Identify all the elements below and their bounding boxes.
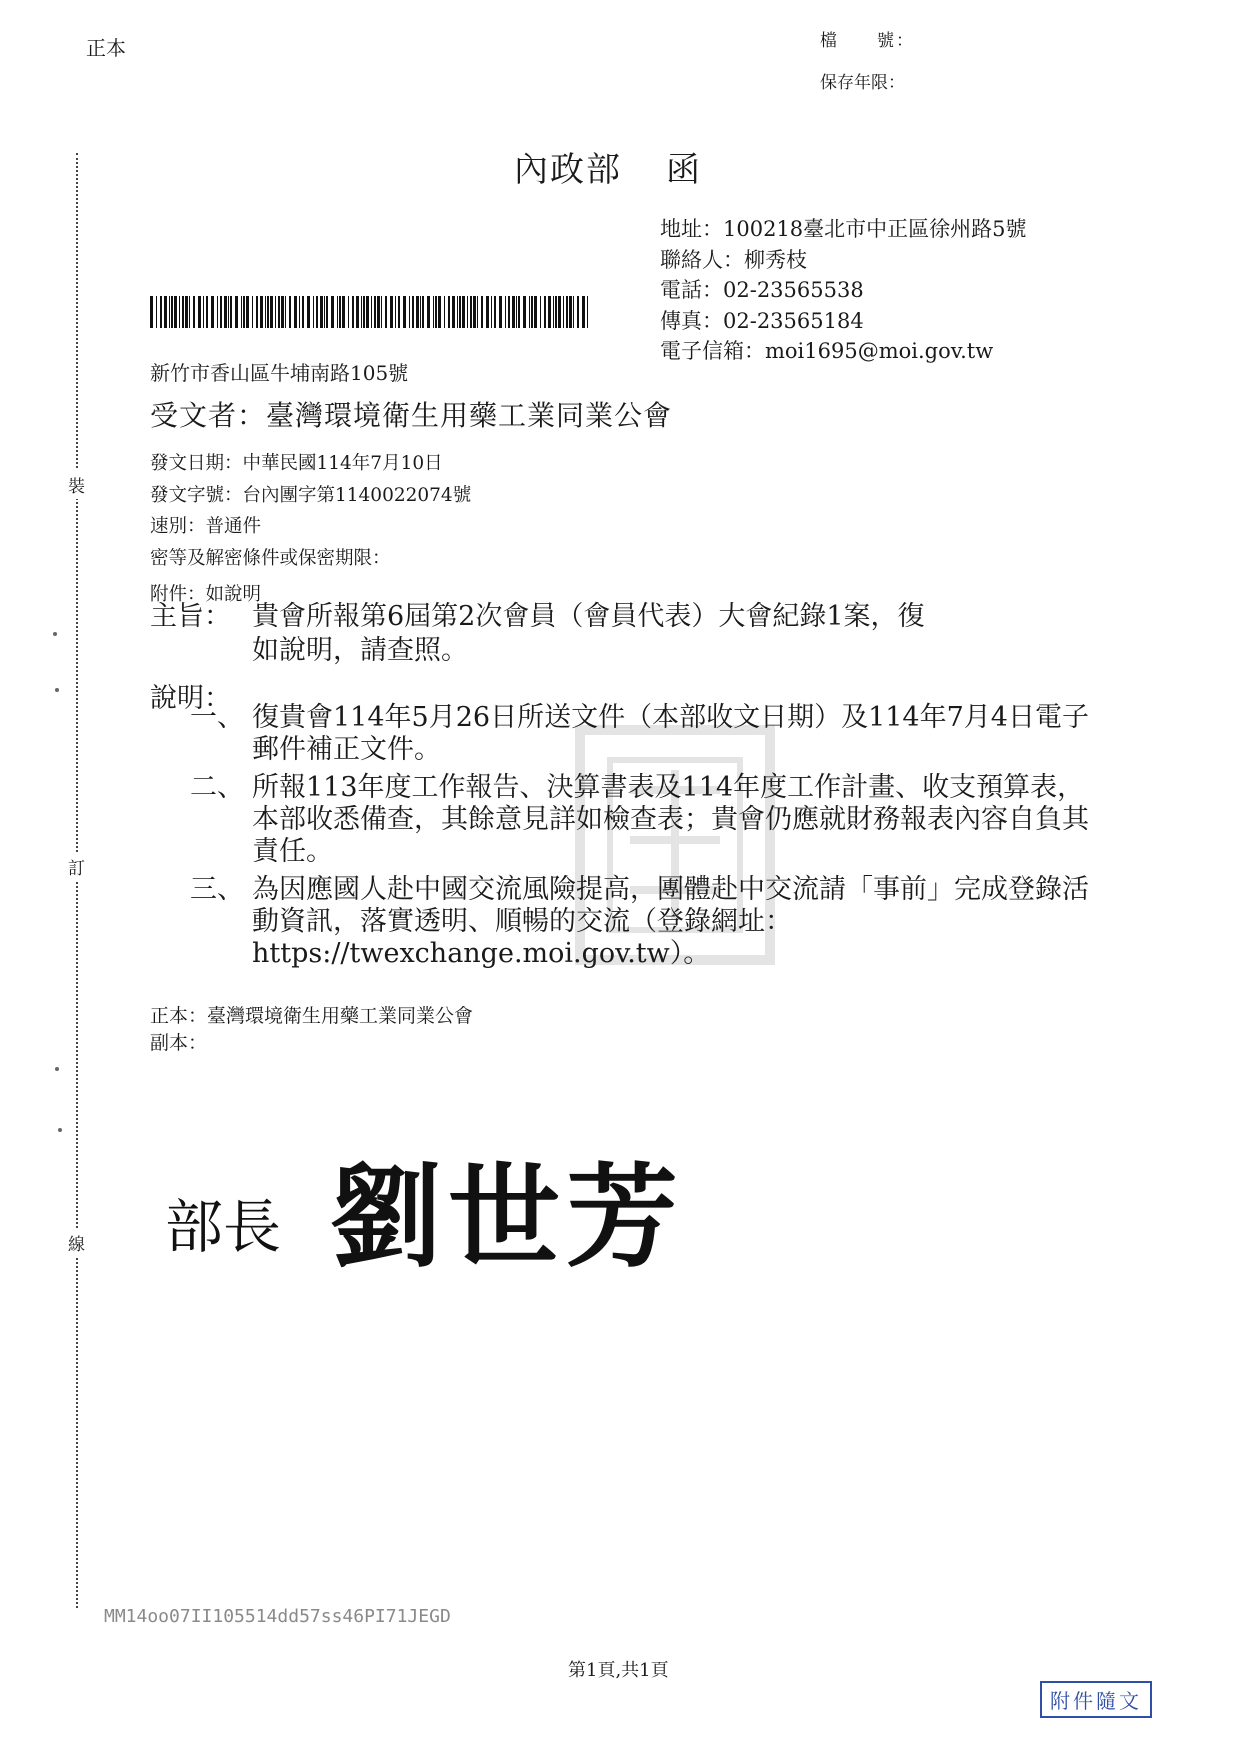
barcode-bar xyxy=(508,296,510,328)
barcode-bar xyxy=(395,296,396,328)
barcode-bar xyxy=(577,296,579,328)
barcode-bar xyxy=(171,296,173,328)
document-code: MM14oo07II105514dd57ss46PI71JEGD xyxy=(104,1606,451,1627)
barcode-bar xyxy=(448,296,450,328)
barcode-bar xyxy=(433,296,434,328)
description-item xyxy=(190,874,1090,970)
barcode xyxy=(150,296,595,328)
file-number-label: 檔 號： xyxy=(820,31,915,51)
barcode-bar xyxy=(420,296,421,328)
barcode-bar xyxy=(169,296,170,328)
barcode-bar xyxy=(467,296,468,328)
barcode-bar xyxy=(331,296,334,328)
signature-name: 劉世芳 xyxy=(330,1152,684,1283)
signature-title: 部長 xyxy=(165,1193,282,1261)
binding-mark-zhuang: 裝 xyxy=(68,470,85,499)
barcode-bar xyxy=(422,296,424,328)
barcode-bar xyxy=(160,296,162,328)
barcode-bar xyxy=(555,296,557,328)
barcode-bar xyxy=(553,296,554,328)
barcode-bar xyxy=(457,296,458,328)
barcode-bar xyxy=(281,296,284,328)
barcode-bar xyxy=(491,296,492,328)
barcode-bar xyxy=(587,296,588,328)
barcode-bar xyxy=(569,296,572,328)
margin-speck xyxy=(55,688,59,692)
item-text: 復貴會114年5月26日所送文件（本部收文日期）及114年7月4日電子郵件補正文件。 xyxy=(252,702,1089,765)
barcode-bar xyxy=(385,296,387,328)
item-number: 一、 xyxy=(190,702,244,733)
barcode-bar xyxy=(275,296,276,328)
item-number: 二、 xyxy=(190,772,244,803)
document-type: 函 xyxy=(666,150,702,190)
barcode-bar xyxy=(289,296,291,328)
barcode-bar xyxy=(374,296,376,328)
contact-fax: 傳真：02-23565184 xyxy=(660,308,864,333)
barcode-bar xyxy=(409,296,410,328)
barcode-bar xyxy=(243,296,245,328)
description-item xyxy=(190,702,1090,766)
barcode-bar xyxy=(324,296,325,328)
attachment-stamp: 附件隨文 xyxy=(1040,1681,1152,1718)
copy-type-label: 正本 xyxy=(86,36,126,60)
barcode-bar xyxy=(473,296,476,328)
barcode-bar xyxy=(220,296,222,328)
contact-address: 地址：100218臺北市中正區徐州路5號 xyxy=(660,217,1027,241)
barcode-bar xyxy=(499,296,502,328)
barcode-bar xyxy=(398,296,400,328)
barcode-bar xyxy=(452,296,455,328)
barcode-bar xyxy=(462,296,465,328)
priority: 速別：普通件 xyxy=(150,516,262,537)
barcode-bar xyxy=(256,296,258,328)
item-number: 三、 xyxy=(190,874,244,905)
barcode-bar xyxy=(348,296,349,328)
barcode-bar xyxy=(193,296,195,328)
barcode-bar xyxy=(548,296,551,328)
barcode-bar xyxy=(377,296,380,328)
attachment-note: 附件：如說明 xyxy=(150,584,262,605)
subject-line-1: 貴會所報第6屆第2次會員（會員代表）大會紀錄1案，復 xyxy=(252,601,925,632)
barcode-bar xyxy=(363,296,365,328)
barcode-bar xyxy=(477,296,478,328)
barcode-bar xyxy=(481,296,483,328)
barcode-bar xyxy=(544,296,546,328)
barcode-bar xyxy=(235,296,238,328)
margin-speck xyxy=(53,632,57,636)
barcode-bar xyxy=(381,296,382,328)
item-text: 為因應國人赴中國交流風險提高，團體赴中交流請「事前」完成登錄活動資訊，落實透明、順暢的交流（登錄網址：https://twexchange.moi.gov.tw）。 xyxy=(252,874,1089,969)
margin-speck xyxy=(58,1128,62,1132)
document-title xyxy=(514,142,702,191)
barcode-bar xyxy=(573,296,574,328)
barcode-bar xyxy=(339,296,341,328)
barcode-bar xyxy=(582,296,585,328)
barcode-bar xyxy=(563,296,564,328)
document-meta xyxy=(150,448,471,574)
barcode-bar xyxy=(505,296,506,328)
barcode-bar xyxy=(313,296,314,328)
barcode-bar xyxy=(534,296,537,328)
carbon-copy: 副本： xyxy=(150,1032,208,1054)
barcode-bar xyxy=(252,296,253,328)
barcode-bar xyxy=(427,296,430,328)
confidentiality: 密等及解密條件或保密期限： xyxy=(150,547,391,569)
barcode-bar xyxy=(438,296,441,328)
recipient-address: 新竹市香山區牛埔南路105號 xyxy=(150,361,409,385)
barcode-bar xyxy=(265,296,266,328)
barcode-bar xyxy=(540,296,541,328)
barcode-bar xyxy=(361,296,362,328)
barcode-bar xyxy=(179,296,180,328)
barcode-bar xyxy=(278,296,280,328)
barcode-bar xyxy=(228,296,229,328)
margin-speck xyxy=(55,1067,59,1071)
contact-person: 聯絡人：柳秀枝 xyxy=(660,247,807,272)
copies-block xyxy=(150,1003,473,1057)
barcode-bar xyxy=(206,296,208,328)
barcode-bar xyxy=(230,296,232,328)
barcode-bar xyxy=(224,296,227,328)
barcode-bar xyxy=(211,296,214,328)
agency-name: 內政部 xyxy=(514,150,622,190)
barcode-bar xyxy=(356,296,359,328)
barcode-bar xyxy=(459,296,461,328)
barcode-bar xyxy=(217,296,218,328)
barcode-bar xyxy=(531,296,533,328)
barcode-bar xyxy=(294,296,297,328)
barcode-bar xyxy=(342,296,345,328)
barcode-bar xyxy=(512,296,515,328)
barcode-bar xyxy=(412,296,414,328)
barcode-bar xyxy=(203,296,204,328)
barcode-bar xyxy=(523,296,526,328)
subject-line-2: 如說明，請查照。 xyxy=(252,635,468,666)
barcode-bar xyxy=(150,296,153,328)
original-recipient: 正本：臺灣環境衛生用藥工業同業公會 xyxy=(150,1005,474,1027)
barcode-bar xyxy=(156,296,157,328)
page-number: 第1頁,共1頁 xyxy=(568,1660,669,1681)
barcode-bar xyxy=(326,296,328,328)
barcode-bar xyxy=(416,296,419,328)
barcode-bar xyxy=(486,296,489,328)
barcode-bar xyxy=(307,296,310,328)
barcode-bar xyxy=(198,296,201,328)
barcode-bar xyxy=(185,296,188,328)
barcode-bar xyxy=(558,296,561,328)
description-list xyxy=(190,702,1090,976)
barcode-bar xyxy=(189,296,190,328)
contact-email: 電子信箱：moi1695@moi.gov.tw xyxy=(660,339,994,363)
document-number: 發文字號：台內團字第1140022074號 xyxy=(150,484,472,506)
subject-block xyxy=(150,600,1090,668)
barcode-bar xyxy=(246,296,249,328)
barcode-bar xyxy=(260,296,263,328)
barcode-bar xyxy=(299,296,300,328)
barcode-bar xyxy=(164,296,167,328)
barcode-bar xyxy=(518,296,520,328)
description-label: 說明： xyxy=(150,683,231,714)
barcode-bar xyxy=(320,296,323,328)
barcode-bar xyxy=(390,296,393,328)
issue-date: 發文日期：中華民國114年7月10日 xyxy=(150,453,443,474)
item-text: 所報113年度工作報告、決算書表及114年度工作計畫、收支預算表，本部收悉備查，其餘意見詳如檢查表；貴會仍應就財務報表內容自負其責任。 xyxy=(252,772,1089,867)
barcode-bar xyxy=(516,296,517,328)
contact-block xyxy=(660,214,1027,367)
barcode-bar xyxy=(444,296,445,328)
barcode-bar xyxy=(182,296,184,328)
barcode-bar xyxy=(403,296,406,328)
barcode-bar xyxy=(566,296,568,328)
binding-mark-ding: 訂 xyxy=(68,852,85,881)
retention-period-label: 保存年限： xyxy=(820,73,905,93)
barcode-bar xyxy=(470,296,472,328)
binding-mark-xian: 線 xyxy=(68,1228,85,1257)
barcode-bar xyxy=(267,296,269,328)
barcode-bar xyxy=(241,296,242,328)
barcode-bar xyxy=(366,296,369,328)
barcode-bar xyxy=(352,296,354,328)
barcode-bar xyxy=(316,296,318,328)
barcode-bar xyxy=(371,296,372,328)
barcode-bar xyxy=(494,296,496,328)
contact-phone: 電話：02-23565538 xyxy=(660,278,864,302)
barcode-bar xyxy=(270,296,273,328)
barcode-bar xyxy=(529,296,530,328)
barcode-bar xyxy=(302,296,304,328)
barcode-bar xyxy=(285,296,286,328)
recipient: 受文者：臺灣環境衛生用藥工業同業公會 xyxy=(150,399,673,432)
barcode-bar xyxy=(435,296,437,328)
barcode-bar xyxy=(337,296,338,328)
barcode-bar xyxy=(174,296,177,328)
description-item xyxy=(190,772,1090,868)
subject-label: 主旨： xyxy=(150,601,231,632)
